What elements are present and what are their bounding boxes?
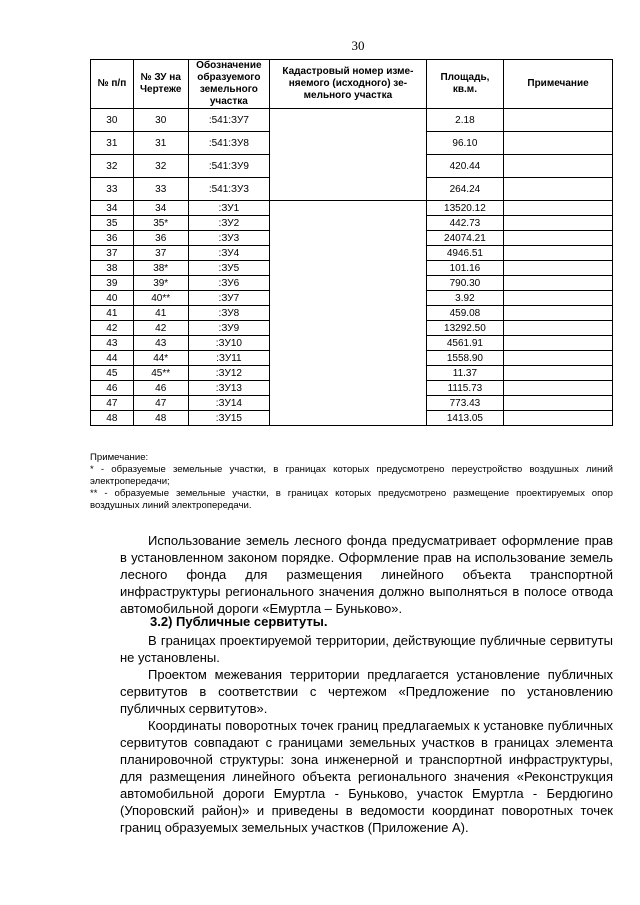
row-number: 43 (91, 336, 134, 351)
row-area: 3.92 (426, 291, 503, 306)
forest-fund-paragraph (120, 532, 613, 617)
row-note (504, 381, 613, 396)
row-number: 41 (91, 306, 134, 321)
row-zu-number: 46 (133, 381, 188, 396)
row-area: 1413.05 (426, 411, 503, 426)
row-designation: :ЗУ5 (188, 261, 269, 276)
row-note (504, 231, 613, 246)
row-designation: :ЗУ2 (188, 216, 269, 231)
row-zu-number: 30 (133, 109, 188, 132)
row-note (504, 321, 613, 336)
row-zu-number: 40** (133, 291, 188, 306)
row-designation: :541:ЗУ3 (188, 178, 269, 201)
table-body (91, 109, 613, 426)
row-number: 48 (91, 411, 134, 426)
row-note (504, 178, 613, 201)
row-designation: :ЗУ4 (188, 246, 269, 261)
page-number: 30 (351, 38, 365, 53)
row-number: 30 (91, 109, 134, 132)
row-zu-number: 42 (133, 321, 188, 336)
row-zu-number: 39* (133, 276, 188, 291)
row-designation: :ЗУ11 (188, 351, 269, 366)
row-note (504, 155, 613, 178)
row-note (504, 109, 613, 132)
row-number: 39 (91, 276, 134, 291)
row-designation: :ЗУ6 (188, 276, 269, 291)
row-zu-number: 34 (133, 201, 188, 216)
row-number: 31 (91, 132, 134, 155)
servitude-section-body (120, 632, 613, 836)
row-number: 46 (91, 381, 134, 396)
row-area: 13292.50 (426, 321, 503, 336)
row-note (504, 351, 613, 366)
header-designation: Обозначение образуемого земельного участка (188, 60, 269, 109)
row-zu-number: 36 (133, 231, 188, 246)
row-zu-number: 31 (133, 132, 188, 155)
row-number: 34 (91, 201, 134, 216)
row-number: 44 (91, 351, 134, 366)
row-designation: :ЗУ9 (188, 321, 269, 336)
row-area: 1115.73 (426, 381, 503, 396)
row-area: 101.16 (426, 261, 503, 276)
notes-title: Примечание: (90, 452, 149, 463)
header-area: Площадь, кв.м. (426, 60, 503, 109)
cadastral-cell (270, 109, 427, 201)
row-area: 264.24 (426, 178, 503, 201)
row-area: 420.44 (426, 155, 503, 178)
row-area: 459.08 (426, 306, 503, 321)
row-designation: :ЗУ12 (188, 366, 269, 381)
note-single-star: * - образуемые земельные участки, в границах которых предусмотрено переустройство воздушных линий электропередачи; (90, 464, 613, 487)
header-note: Примечание (504, 60, 613, 109)
row-area: 2.18 (426, 109, 503, 132)
row-area: 4561.91 (426, 336, 503, 351)
row-designation: :541:ЗУ7 (188, 109, 269, 132)
note-double-star: ** - образуемые земельные участки, в границах которых предусмотрено размещение проектируемых опор воздушных линий электропередачи. (90, 488, 613, 511)
row-area: 11.37 (426, 366, 503, 381)
servitude-paragraph-2: Проектом межевания территории предлагается установление публичных сервитутов в соответствии с чертежом «Предложение по установлению публичных сервитутов». (120, 667, 613, 716)
row-number: 35 (91, 216, 134, 231)
row-designation: :541:ЗУ8 (188, 132, 269, 155)
row-designation: :ЗУ8 (188, 306, 269, 321)
row-zu-number: 44* (133, 351, 188, 366)
row-note (504, 276, 613, 291)
row-number: 45 (91, 366, 134, 381)
row-number: 42 (91, 321, 134, 336)
row-designation: :ЗУ14 (188, 396, 269, 411)
row-note (504, 396, 613, 411)
row-designation: :541:ЗУ9 (188, 155, 269, 178)
row-designation: :ЗУ13 (188, 381, 269, 396)
section-heading: 3.2) Публичные сервитуты. (150, 614, 328, 629)
row-zu-number: 47 (133, 396, 188, 411)
row-area: 13520.12 (426, 201, 503, 216)
servitude-paragraph-1: В границах проектируемой территории, действующие публичные сервитуты не установлены. (120, 633, 613, 665)
table-row (91, 201, 613, 216)
row-zu-number: 48 (133, 411, 188, 426)
row-area: 1558.90 (426, 351, 503, 366)
row-note (504, 411, 613, 426)
row-area: 790.30 (426, 276, 503, 291)
row-note (504, 216, 613, 231)
table-row (91, 109, 613, 132)
row-area: 773.43 (426, 396, 503, 411)
row-area: 96.10 (426, 132, 503, 155)
row-area: 24074.21 (426, 231, 503, 246)
row-number: 33 (91, 178, 134, 201)
row-designation: :ЗУ3 (188, 231, 269, 246)
row-note (504, 336, 613, 351)
row-note (504, 306, 613, 321)
row-zu-number: 33 (133, 178, 188, 201)
row-note (504, 261, 613, 276)
servitude-paragraph-3: Координаты поворотных точек границ предлагаемых к установке публичных сервитутов совпадают с границами земельных участков в границах элемента планировочной структуры: зона инженерной и транспортной инфраструктуры, для размещения линейного объекта регионального значения «Реконструкция автомобильной дороги Емуртла - Буньково, участок Емуртла - Бердюгино (Упоровский район)» и приведены в ведомости координат поворотных точек границ образуемых земельных участков (Приложение А). (120, 718, 613, 835)
table-header-row (91, 60, 613, 109)
row-designation: :ЗУ1 (188, 201, 269, 216)
row-designation: :ЗУ10 (188, 336, 269, 351)
row-note (504, 246, 613, 261)
row-designation: :ЗУ15 (188, 411, 269, 426)
row-number: 40 (91, 291, 134, 306)
row-zu-number: 32 (133, 155, 188, 178)
forest-paragraph-text: Использование земель лесного фонда предусматривает оформление прав в установленном законом порядке. Оформление прав на использование земель лесного фонда для размещения линейного объекта транспортной инфраструктуры регионального значения должно выполняться в полосе отвода автомобильной дороги «Емуртла – Буньково». (120, 533, 613, 616)
row-zu-number: 35* (133, 216, 188, 231)
row-zu-number: 41 (133, 306, 188, 321)
cadastral-cell (270, 201, 427, 426)
header-zu-number: № ЗУ на Чертеже (133, 60, 188, 109)
row-note (504, 291, 613, 306)
row-zu-number: 43 (133, 336, 188, 351)
row-number: 36 (91, 231, 134, 246)
row-note (504, 366, 613, 381)
row-area: 442.73 (426, 216, 503, 231)
header-number: № п/п (91, 60, 134, 109)
row-zu-number: 45** (133, 366, 188, 381)
row-note (504, 201, 613, 216)
row-designation: :ЗУ7 (188, 291, 269, 306)
land-plots-table (90, 59, 613, 426)
row-number: 47 (91, 396, 134, 411)
row-note (504, 132, 613, 155)
row-number: 37 (91, 246, 134, 261)
row-zu-number: 37 (133, 246, 188, 261)
row-zu-number: 38* (133, 261, 188, 276)
row-number: 32 (91, 155, 134, 178)
row-area: 4946.51 (426, 246, 503, 261)
row-number: 38 (91, 261, 134, 276)
table-notes (90, 452, 613, 512)
header-cadastral: Кадастровый номер изме-няемого (исходного) зе-мельного участка (270, 60, 427, 109)
